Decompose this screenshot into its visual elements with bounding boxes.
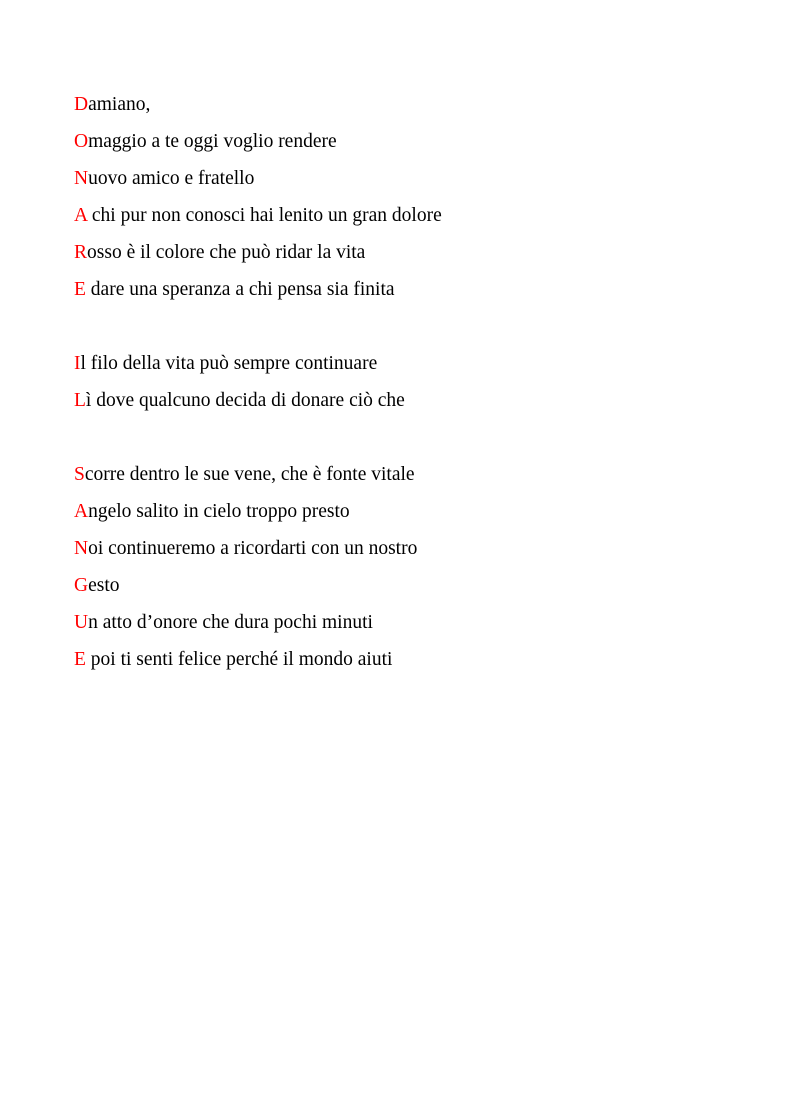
line-initial: R (74, 242, 88, 263)
poem-line (74, 610, 754, 647)
line-text: n atto d’onore che dura pochi minuti (88, 612, 373, 633)
line-text: l filo della vita può sempre continuare (80, 353, 378, 374)
line-text: chi pur non conosci hai lenito un gran dolore (87, 205, 442, 226)
line-initial: E (74, 649, 86, 670)
poem-line (74, 499, 754, 536)
line-initial: O (74, 131, 89, 152)
line-text: osso è il colore che può ridar la vita (87, 242, 366, 263)
line-initial: N (74, 538, 89, 559)
poem-line (74, 573, 754, 610)
line-initial: I (74, 353, 81, 374)
line-text: dare una speranza a chi pensa sia finita (85, 279, 395, 300)
poem-line (74, 536, 754, 573)
poem-line (74, 351, 754, 388)
poem-line (74, 647, 754, 684)
line-initial: A (74, 501, 89, 522)
line-initial: N (74, 168, 89, 189)
line-text: esto (88, 575, 120, 596)
acrostic-poem (74, 92, 754, 684)
line-text: corre dentro le sue vene, che è fonte vitale (84, 464, 415, 485)
stanza-2 (74, 351, 754, 425)
line-initial: A (74, 205, 88, 226)
line-text: maggio a te oggi voglio rendere (88, 131, 337, 152)
line-text: poi ti senti felice perché il mondo aiuti (85, 649, 393, 670)
line-initial: G (74, 575, 89, 596)
line-initial: U (74, 612, 89, 633)
poem-line (74, 166, 754, 203)
stanza-3 (74, 462, 754, 684)
poem-line (74, 462, 754, 499)
line-text: ì dove qualcuno decida di donare ciò che (85, 390, 405, 411)
poem-line (74, 388, 754, 425)
line-text: ngelo salito in cielo troppo presto (88, 501, 350, 522)
line-initial: D (74, 94, 89, 115)
poem-line (74, 277, 754, 314)
line-text: uovo amico e fratello (88, 168, 255, 189)
line-initial: S (74, 464, 85, 485)
poem-line (74, 240, 754, 277)
line-initial: E (74, 279, 86, 300)
line-text: oi continueremo a ricordarti con un nostro (88, 538, 418, 559)
poem-line (74, 203, 754, 240)
stanza-1 (74, 92, 754, 314)
poem-line (74, 92, 754, 129)
line-text: amiano, (88, 94, 151, 115)
poem-line (74, 129, 754, 166)
line-initial: L (74, 390, 86, 411)
